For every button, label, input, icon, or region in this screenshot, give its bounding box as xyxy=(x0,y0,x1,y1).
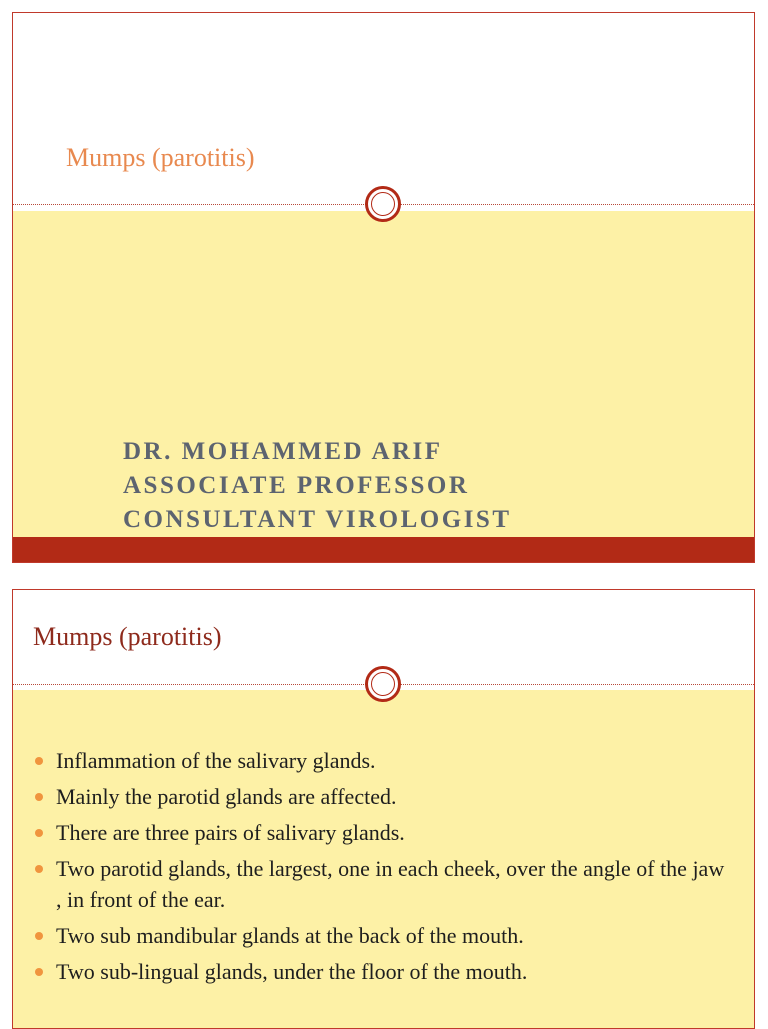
bullet-text: Two sub mandibular glands at the back of the mouth. xyxy=(56,923,524,948)
ring-ornament-icon xyxy=(365,666,401,702)
bullet-text: Two parotid glands, the largest, one in each cheek, over the angle of the jaw , in front of the ear. xyxy=(56,856,725,912)
author-role: CONSULTANT VIROLOGIST xyxy=(123,506,512,533)
bullet-dot-icon xyxy=(35,865,43,873)
bullet-text: Inflammation of the salivary glands. xyxy=(56,748,376,773)
footer-band xyxy=(13,537,754,563)
list-item xyxy=(35,920,734,951)
list-item xyxy=(35,853,734,915)
bullet-list xyxy=(35,745,734,992)
ring-ornament-icon xyxy=(365,186,401,222)
bullet-dot-icon xyxy=(35,829,43,837)
title-slide xyxy=(12,12,755,563)
bullet-text: There are three pairs of salivary glands. xyxy=(56,820,405,845)
bullet-text: Two sub-lingual glands, under the floor of the mouth. xyxy=(56,959,528,984)
bullet-dot-icon xyxy=(35,932,43,940)
list-item xyxy=(35,745,734,776)
author-title: ASSOCIATE PROFESSOR xyxy=(123,472,470,499)
bullet-dot-icon xyxy=(35,757,43,765)
bullet-text: Mainly the parotid glands are affected. xyxy=(56,784,397,809)
bullet-dot-icon xyxy=(35,793,43,801)
slide-body xyxy=(13,211,754,537)
author-name: DR. MOHAMMED ARIF xyxy=(123,438,443,465)
bullet-dot-icon xyxy=(35,968,43,976)
list-item xyxy=(35,956,734,987)
list-item xyxy=(35,781,734,812)
slide-title: Mumps (parotitis) xyxy=(33,622,222,651)
content-slide xyxy=(12,589,755,1029)
slide-title: Mumps (parotitis) xyxy=(66,143,255,172)
list-item xyxy=(35,817,734,848)
